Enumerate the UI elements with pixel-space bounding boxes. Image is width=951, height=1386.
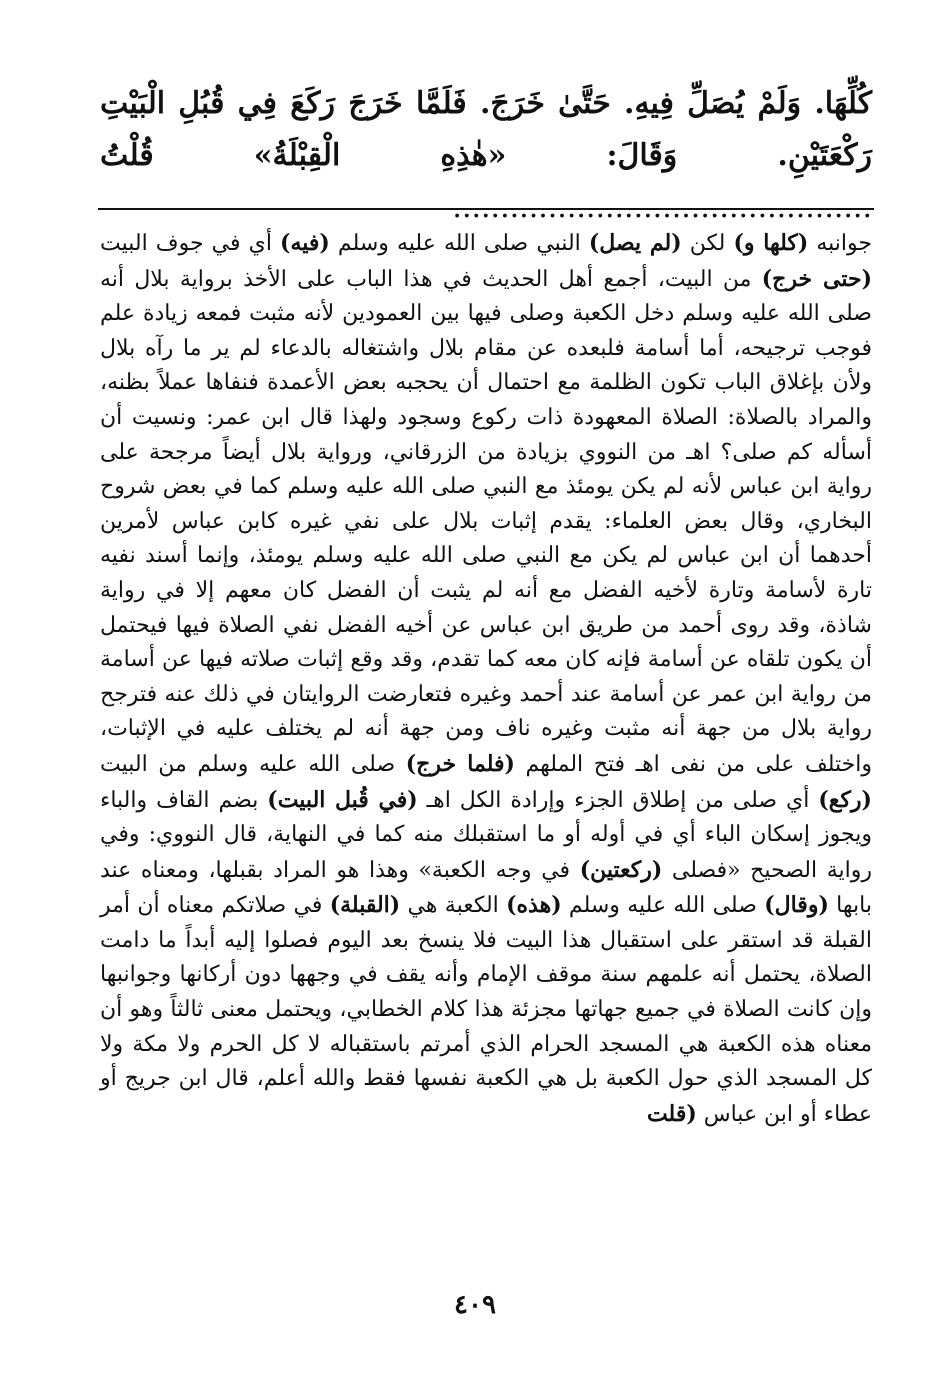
commentary-segment: في صلاتكم معناه أن أمر القبلة قد استقر على استقبال هذا البيت فلا ينسخ بعد اليوم فصلوا إليه أبداً ما دامت الصلاة، يحتمل أنه علمهم سنة موقف الإمام وأنه يقف في وجهها دون أركانها وجوانبها وإن كانت الصلاة في جميع جهاتها مجزئة هذا كلام الخطابي، ويحتمل معنى ثالثاً وهو أن معناه هذه الكعبة هي المسجد الحرام الذي أمرتم باستقباله لا كل الحرم ولا مكة ولا كل المسجد الذي حول الكعبة بل هي الكعبة نفسها فقط والله أعلم، قال ابن جريج أو عطاء أو ابن عباس	[100, 893, 872, 1127]
commentary-segment: من البيت، أجمع أهل الحديث في هذا الباب على الأخذ برواية بلال أنه صلى الله عليه وسلم دخل الكعبة وصلى فيها بين العمودين لأنه مثبت فمعه زيادة علم فوجب ترجيحه، أما أسامة فلبعده عن مقام بلال واشتغاله بالدعاء لم ير ما رآه بلال ولأن بإغلاق الباب تكون الظلمة مع احتمال أن يحجبه بعض الأعمدة فنفاها عملاً بظنه، والمراد بالصلاة: الصلاة المعهودة ذات ركوع وسجود ولهذا قال ابن عمر: ونسيت أن أسأله كم صلى؟ اهـ من النووي بزيادة من الزرقاني، ورواية بلال أيضاً مرجحة على رواية ابن عباس لأنه لم يكن يومئذ مع النبي صلى الله عليه وسلم كما في بعض شروح البخاري، وقال بعض العلماء: يقدم إثبات بلال على نفي غيره كابن عباس لأمرين أحدهما أن ابن عباس لم يكن مع النبي صلى الله عليه وسلم يومئذ، وإنما أسند نفيه تارة لأسامة وتارة لأخيه الفضل مع أنه لم يثبت أن الفضل كان معهم إلا في رواية شاذة، وقد روى أحمد من طريق ابن عباس عن أخيه الفضل نفي الصلاة فيها فيحتمل أن يكون تلقاه عن أسامة فإنه كان معه كما تقدم، وقد وقع إثبات صلاته فيها عن أسامة من رواية ابن عمر عن أسامة عند أحمد وغيره فتعارضت الروايتان في ذلك عنه فترجح رواية بلال من جهة أنه مثبت وغيره ناف ومن جهة أنه لم يختلف عليه في الإثبات، واختلف على من نفى اهـ فتح الملهم	[100, 266, 873, 777]
bold-quote: (لم يصل)	[588, 230, 682, 256]
hadith-main-text: كُلِّهَا. وَلَمْ يُصَلِّ فِيهِ. حَتَّىٰ خَرَجَ. فَلَمَّا خَرَجَ رَكَعَ فِي قُبُلِ الْبَيْتِ رَكْعَتَيْنِ. وَقَالَ: «هٰذِهِ الْقِبْلَةُ» قُلْتُ	[100, 86, 872, 173]
commentary-segment: أي صلى من إطلاق الجزء وإرادة الكل اهـ	[417, 787, 819, 813]
commentary-segment: بضم القاف والباء ويجوز إسكان الباء أي في أوله أو ما استقبلك منه كما في النهاية، قال النووي: وفي رواية الصحيح «فصلى	[100, 787, 872, 883]
bold-quote: (كلها و)	[733, 230, 809, 256]
hadith-text	[100, 78, 872, 234]
bold-quote: (فيه)	[280, 230, 330, 256]
commentary-segment: جوانبه	[808, 231, 872, 256]
commentary-text	[100, 226, 872, 1132]
commentary-segment: في وجه الكعبة» وهذا هو المراد بقبلها، ومعناه عند بابها	[100, 857, 872, 919]
bold-quote: (وقال)	[764, 892, 829, 919]
bold-quote: (هذه)	[506, 892, 562, 919]
bold-quote: (فلما خرج)	[405, 750, 515, 777]
bold-quote: (ركعتين)	[579, 856, 663, 883]
bold-quote: (في قُبل البيت)	[267, 786, 418, 813]
page-number: ٤٠٩	[454, 1290, 496, 1320]
hadith-dots: ............................................	[452, 190, 872, 225]
commentary-segment: صلى الله عليه وسلم	[561, 893, 765, 919]
commentary-segment: أي في جوف البيت	[100, 231, 281, 256]
bold-quote: (القبلة)	[329, 892, 401, 919]
bold-quote: (حتى خرج)	[761, 265, 872, 292]
bold-quote: (قلت	[646, 1100, 697, 1127]
commentary-segment: صلى الله عليه وسلم من البيت	[100, 751, 406, 777]
separator-line	[98, 208, 874, 210]
commentary-segment: لكن	[681, 231, 734, 256]
commentary-segment: الكعبة هي	[400, 893, 507, 919]
commentary-paragraph	[100, 226, 872, 1132]
commentary-segment: النبي صلى الله عليه وسلم	[329, 231, 589, 256]
bold-quote: (ركع)	[818, 786, 872, 813]
